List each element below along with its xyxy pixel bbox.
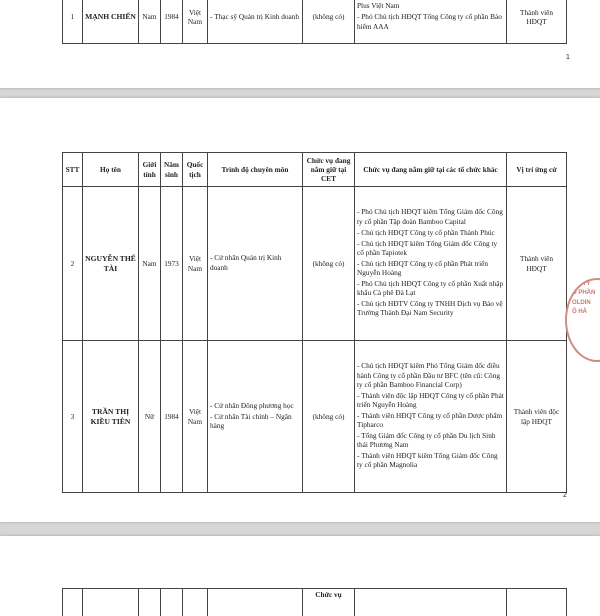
position-item: - Phó Chủ tịch HĐQT Tổng Công ty cổ phần Bảo hiểm AAA [357, 12, 504, 30]
position-item: Plus Việt Nam [357, 1, 504, 10]
header-stt: STT [63, 153, 83, 187]
position-item: - Thành viên HĐQT kiêm Tổng Giám đốc Công ty cổ phần Magnolia [357, 451, 504, 469]
nationality-cell: Việt Nam [183, 187, 208, 341]
candidates-table [62, 152, 567, 493]
position-item: - Phó Chủ tịch HĐQT Công ty cổ phần Xuất nhập khẩu Cà phê Đà Lạt [357, 279, 504, 297]
position-item: - Chủ tịch HĐQT kiêm Phó Tổng Giám đốc điều hành Công ty cổ phần Đầu tư BFC (tên cũ: Công ty cổ phần Bamboo Financial Corp) [357, 361, 504, 388]
header-role: Vị trí ứng cử [507, 153, 567, 187]
gender-cell: Nam [139, 187, 161, 341]
other-positions-cell [355, 187, 507, 341]
page-number: 2 [563, 492, 567, 499]
year-cell: 1973 [161, 187, 183, 341]
name-cell: TRẦN THỊ KIỀU TIÊN [83, 341, 139, 493]
header-name: Họ tên [83, 153, 139, 187]
role-cell: Thành viên HĐQT [507, 187, 567, 341]
cet-position-cell: (không có) [303, 187, 355, 341]
year-cell: 1984 [161, 0, 183, 44]
gender-cell: Nữ [139, 341, 161, 493]
header-gender: Giới tính [139, 153, 161, 187]
position-item: - Thành viên HĐQT Công ty cổ phần Dược phẩm Tipharco [357, 411, 504, 429]
header-nationality: Quốc tịch [183, 153, 208, 187]
cet-position-cell: (không có) [303, 0, 355, 44]
document-page-1 [0, 0, 600, 88]
header-year: Năm sinh [161, 153, 183, 187]
qualification-cell: - Thạc sỹ Quản trị Kinh doanh [208, 0, 303, 44]
header-cet-position: Chức vụ đang nắm giữ tại CET [303, 153, 355, 187]
position-item: - Tổng Giám đốc Công ty cổ phần Du lịch Sinh thái Phương Nam [357, 431, 504, 449]
qualification-item: - Cử nhân Tài chính – Ngân hàng [210, 412, 300, 430]
stt-cell: 1 [63, 0, 83, 44]
qualification-cell [208, 341, 303, 493]
position-item: - Phó Chủ tịch HĐQT kiêm Tổng Giám đốc Công ty cổ phần Tập đoàn Bamboo Capital [357, 207, 504, 225]
role-cell: Thành viên HĐQT [507, 0, 567, 44]
qualification-cell [208, 187, 303, 341]
nationality-cell: Việt Nam [183, 341, 208, 493]
cet-position-cell: (không có) [303, 341, 355, 493]
stt-cell: 2 [63, 187, 83, 341]
name-cell: MẠNH CHIẾN [83, 0, 139, 44]
document-page-2 [0, 98, 600, 522]
header-other-positions: Chức vụ đang nắm giữ tại các tổ chức khác [355, 153, 507, 187]
position-item: - Thành viên độc lập HĐQT Công ty cổ phần Phát triển Nguyễn Hoàng [357, 391, 504, 409]
gender-cell: Nam [139, 0, 161, 44]
page3-table [62, 588, 567, 616]
qualification-item: - Cử nhân Quản trị Kinh doanh [210, 253, 300, 271]
other-positions-cell [355, 0, 507, 44]
header-qualification: Trình độ chuyên môn [208, 153, 303, 187]
company-seal-stamp: NG TY Ổ PHẦN OLDIN Ố HÀ [565, 278, 600, 362]
position-item: - Chủ tịch HĐTV Công ty TNHH Dịch vụ Bảo vệ Trường Thành Đại Nam Security [357, 299, 504, 317]
stt-cell: 3 [63, 341, 83, 493]
table-header-row [63, 153, 567, 187]
document-page-3 [0, 536, 600, 616]
header-cet-position: Chức vụ [303, 589, 355, 616]
nationality-cell: Việt Nam [183, 0, 208, 44]
table-row [63, 341, 567, 493]
table-row [63, 187, 567, 341]
position-item: - Chủ tịch HĐQT Công ty cổ phần Thành Phúc [357, 228, 504, 237]
qualification-item: - Cử nhân Đông phương học [210, 401, 300, 410]
position-item: - Chủ tịch HĐQT kiêm Tổng Giám đốc Công ty cổ phần Tapiotek [357, 239, 504, 257]
year-cell: 1984 [161, 341, 183, 493]
role-cell: Thành viên độc lập HĐQT [507, 341, 567, 493]
name-cell: NGUYỄN THẾ TÀI [83, 187, 139, 341]
table-row [63, 0, 567, 44]
page1-table [62, 0, 567, 44]
position-item: - Chủ tịch HĐQT Công ty cổ phần Phát triển Nguyễn Hoàng [357, 259, 504, 277]
other-positions-cell [355, 341, 507, 493]
page-number: 1 [566, 54, 570, 61]
table-header-row [63, 589, 567, 616]
